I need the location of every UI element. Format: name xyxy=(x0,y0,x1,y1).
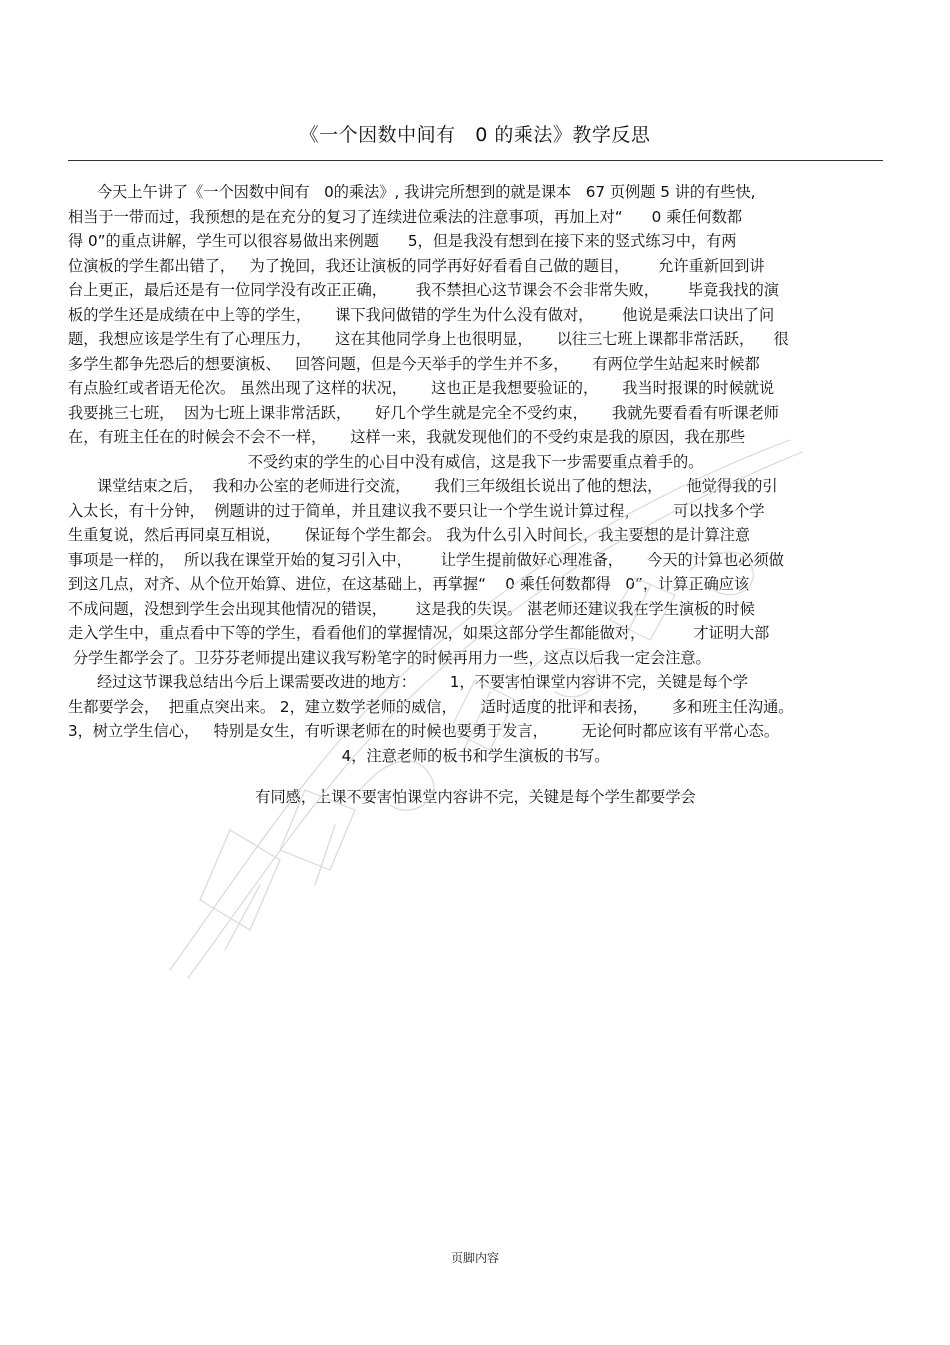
text-line: 走入学生中，重点看中下等的学生，看看他们的掌握情况，如果这部分学生都能做对， 才证明大部 xyxy=(68,624,770,642)
document-body xyxy=(68,180,883,810)
text-line: 多学生都争先恐后的想要演板、 回答问题，但是今天举手的学生并不多， 有两位学生站起来时候都 xyxy=(68,354,760,373)
text-line: 到这几点，对齐、从个位开始算、进位，在这基础上，再掌握“ 0 乘任何数都得 0”，计算正确应该 xyxy=(68,575,750,593)
text-line: 生重复说，然后再同桌互相说， 保证每个学生都会。 我为什么引入时间长，我主要想的是计算注意 xyxy=(68,526,751,544)
text-line: 不受约束的学生的心目中没有威信，这是我下一步需要重点着手的。 xyxy=(247,452,704,471)
text-line: 我要挑三七班， 因为七班上课非常活跃， 好几个学生就是完全不受约束， 我就先要看看有听课老师 xyxy=(68,403,779,422)
text-line: 相当于一带而过，我预想的是在充分的复习了连续进位乘法的注意事项，再加上对“ 0 乘任何数都 xyxy=(68,207,743,226)
page-title: 《一个因数中间有 0 的乘法》教学反思 xyxy=(299,124,651,146)
page-footer: 页脚内容 xyxy=(450,1251,499,1265)
text-line: 课堂结束之后， 我和办公室的老师进行交流， 我们三年级组长说出了他的想法， 他觉得我的引 xyxy=(68,477,778,495)
text-line: 事项是一样的， 所以我在课堂开始的复习引入中， 让学生提前做好心理准备， 今天的计算也必须做 xyxy=(68,550,784,569)
title-divider xyxy=(68,160,883,161)
text-line: 得 0”的重点讲解，学生可以很容易做出来例题 5，但是我没有想到在接下来的竖式练习中，有两 xyxy=(68,232,737,250)
text-line: 位演板的学生都出错了， 为了挽回，我还让演板的同学再好好看看自己做的题目， 允许重新回到讲 xyxy=(68,256,765,275)
text-line: 入太长，有十分钟， 例题讲的过于简单，并且建议我不要只让一个学生说计算过程， 可以找多个学 xyxy=(68,501,765,520)
text-line: 生都要学会， 把重点突出来。 2，建立数学老师的威信， 适时适度的批评和表扬， 多和班主任沟通。 xyxy=(68,697,794,716)
text-line: 今天上午讲了《一个因数中间有 0的乘法》, 我讲完所想到的就是课本 67 页例题 5 讲的有些快, xyxy=(68,183,756,201)
text-line: 不成问题，没想到学生会出现其他情况的错误， 这是我的失误。 湛老师还建议我在学生演板的时候 xyxy=(68,599,755,618)
text-line: 分学生都学会了。卫芬芬老师提出建议我写粉笔字的时候再用力一些，这点以后我一定会注意。 xyxy=(68,648,711,667)
text-line: 有点脸红或者语无伦次。 虽然出现了这样的状况， 这也正是我想要验证的， 我当时报课的时候就说 xyxy=(68,379,775,397)
text-line: 板的学生还是成绩在中上等的学生， 课下我问做错的学生为什么没有做对， 他说是乘法口诀出了问 xyxy=(68,305,775,324)
text-line: 题，我想应该是学生有了心理压力， 这在其他同学身上也很明显， 以往三七班上课都非常活跃， 很 xyxy=(68,330,789,348)
text-line: 经过这节课我总结出今后上课需要改进的地方： 1，不要害怕课堂内容讲不完，关键是每个学 xyxy=(68,673,748,691)
text-line: 台上更正，最后还是有一位同学没有改正正确， 我不禁担心这节课会不会非常失败， 毕竟我找的演 xyxy=(68,281,779,299)
text-line: 4，注意老师的板书和学生演板的书写。 xyxy=(341,746,610,765)
text-line: 在，有班主任在的时候会不会不一样， 这样一来，我就发现他们的不受约束是我的原因，我在那些 xyxy=(68,428,746,446)
closing-note: 有同感，上课不要害怕课堂内容讲不完，关键是每个学生都要学会 xyxy=(255,788,696,806)
text-line: 3，树立学生信心， 特别是女生，有听课老师在的时候也要勇于发言， 无论何时都应该有平常心态。 xyxy=(68,722,780,740)
